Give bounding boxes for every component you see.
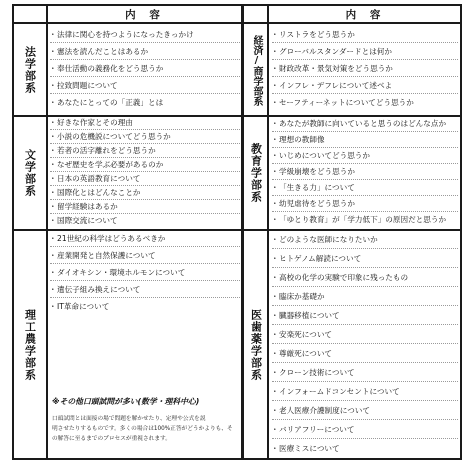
list-item: ・ 小説の危機説についてどう思うか xyxy=(50,130,240,144)
list-item: ・ リストラをどう思うか xyxy=(272,26,458,43)
column-divider xyxy=(267,4,269,460)
faculty-law-label: 法学部系 xyxy=(23,46,37,94)
list-item: ・ 好きな作家とその理由 xyxy=(50,116,240,130)
list-item: ・ インフォームドコンセントについて xyxy=(272,382,458,401)
faculty-medical-label: 医歯薬学部系 xyxy=(249,309,263,381)
header-right: 内 容 xyxy=(345,9,386,21)
header-left: 内 容 xyxy=(125,9,165,21)
faculty-science-engineering-label: 理工農学部系 xyxy=(23,309,37,381)
list-item: ・ いじめについてどう思うか xyxy=(272,148,458,164)
list-item: ・ どのような医師になりたいか xyxy=(272,230,458,249)
list-item: ・ 産業開発と自然保護について xyxy=(50,247,240,264)
list-item: ・ 財政改革・景気対策をどう思うか xyxy=(272,60,458,77)
list-item: ・ 理想の教師像 xyxy=(272,132,458,148)
note-line: の解答に至るまでのプロセスが重視されます。 xyxy=(52,436,171,442)
list-item: ・ グローバルスタンダードとは何か xyxy=(272,43,458,60)
list-item: ・ 臨床か基礎か xyxy=(272,287,458,306)
list-item: ・ 「生きる力」について xyxy=(272,180,458,196)
list-item: ・ 学級崩壊をどう思うか xyxy=(272,164,458,180)
list-item: ・ クローン技術について xyxy=(272,363,458,382)
list-item: ・ 「ゆとり教育」が「学力低下」の原因だと思うか xyxy=(272,212,458,228)
list-item: ・ インフレ・デフレについて述べよ xyxy=(272,77,458,94)
list-item: ・ ヒトゲノム解読について xyxy=(272,249,458,268)
list-item: ・ 幼児虐待をどう思うか xyxy=(272,196,458,212)
faculty-economics-label: 経済/商学部系 xyxy=(251,34,262,106)
list-item: ・ なぜ歴史を学ぶ必要があるのか xyxy=(50,158,240,172)
list-item: ・ 高校の化学の実験で印象に残ったもの xyxy=(272,268,458,287)
oral-exam-note-title: ※ その他口頭試問が多い(数学・理科中心) xyxy=(52,396,199,407)
list-item: ・ 老人医療介護制度について xyxy=(272,401,458,420)
list-item: ・ 国際化とはどんなことか xyxy=(50,186,240,200)
note-line: 明させたりするものです。多くの場合は100%正答がどうかよりも、そ xyxy=(52,426,233,432)
list-item: ・ IT革命について xyxy=(50,298,240,315)
list-item: ・ 憲法を読んだことはあるか xyxy=(50,43,240,60)
faculty-literature-label: 文学部系 xyxy=(23,149,37,197)
list-item: ・ 拉致問題について xyxy=(50,77,240,94)
list-item: ・ 遺伝子組み換えについて xyxy=(50,281,240,298)
list-item: ・ 法律に関心を持つようになったきっかけ xyxy=(50,26,240,43)
column-divider xyxy=(243,4,244,460)
list-item: ・ 国際交流について xyxy=(50,214,240,228)
list-item: ・ あなたにとっての「正義」とは xyxy=(50,94,240,111)
list-item: ・ 21世紀の科学はどうあるべきか xyxy=(50,230,240,247)
row-divider xyxy=(12,229,462,231)
note-line: 口頭試問とは面接の場で問題を解かせたり、定理や公式を説 xyxy=(52,416,206,422)
table-border xyxy=(12,4,462,460)
list-item: ・ 医療ミスについて xyxy=(272,439,458,458)
list-item: ・ 若者の活字離れをどう思うか xyxy=(50,144,240,158)
list-item: ・ 尊厳死について xyxy=(272,344,458,363)
column-divider xyxy=(46,4,48,460)
interview-topics-table xyxy=(12,4,462,460)
list-item: ・ 日本の英語教育について xyxy=(50,172,240,186)
list-item: ・ 留学経験はあるか xyxy=(50,200,240,214)
list-item: ・ 奉仕活動の義務化をどう思うか xyxy=(50,60,240,77)
list-item: ・ 臓器移植について xyxy=(272,306,458,325)
list-item: ・ 安楽死について xyxy=(272,325,458,344)
list-item: ・ バリアフリーについて xyxy=(272,420,458,439)
list-item: ・ ダイオキシン・環境ホルモンについて xyxy=(50,264,240,281)
list-item: ・ セーフティーネットについてどう思うか xyxy=(272,94,458,111)
row-divider xyxy=(12,115,462,117)
list-item: ・ あなたが教師に向いていると思うのはどんな点か xyxy=(272,116,458,132)
row-divider xyxy=(12,22,462,24)
faculty-education-label: 教育学部系 xyxy=(249,143,263,203)
